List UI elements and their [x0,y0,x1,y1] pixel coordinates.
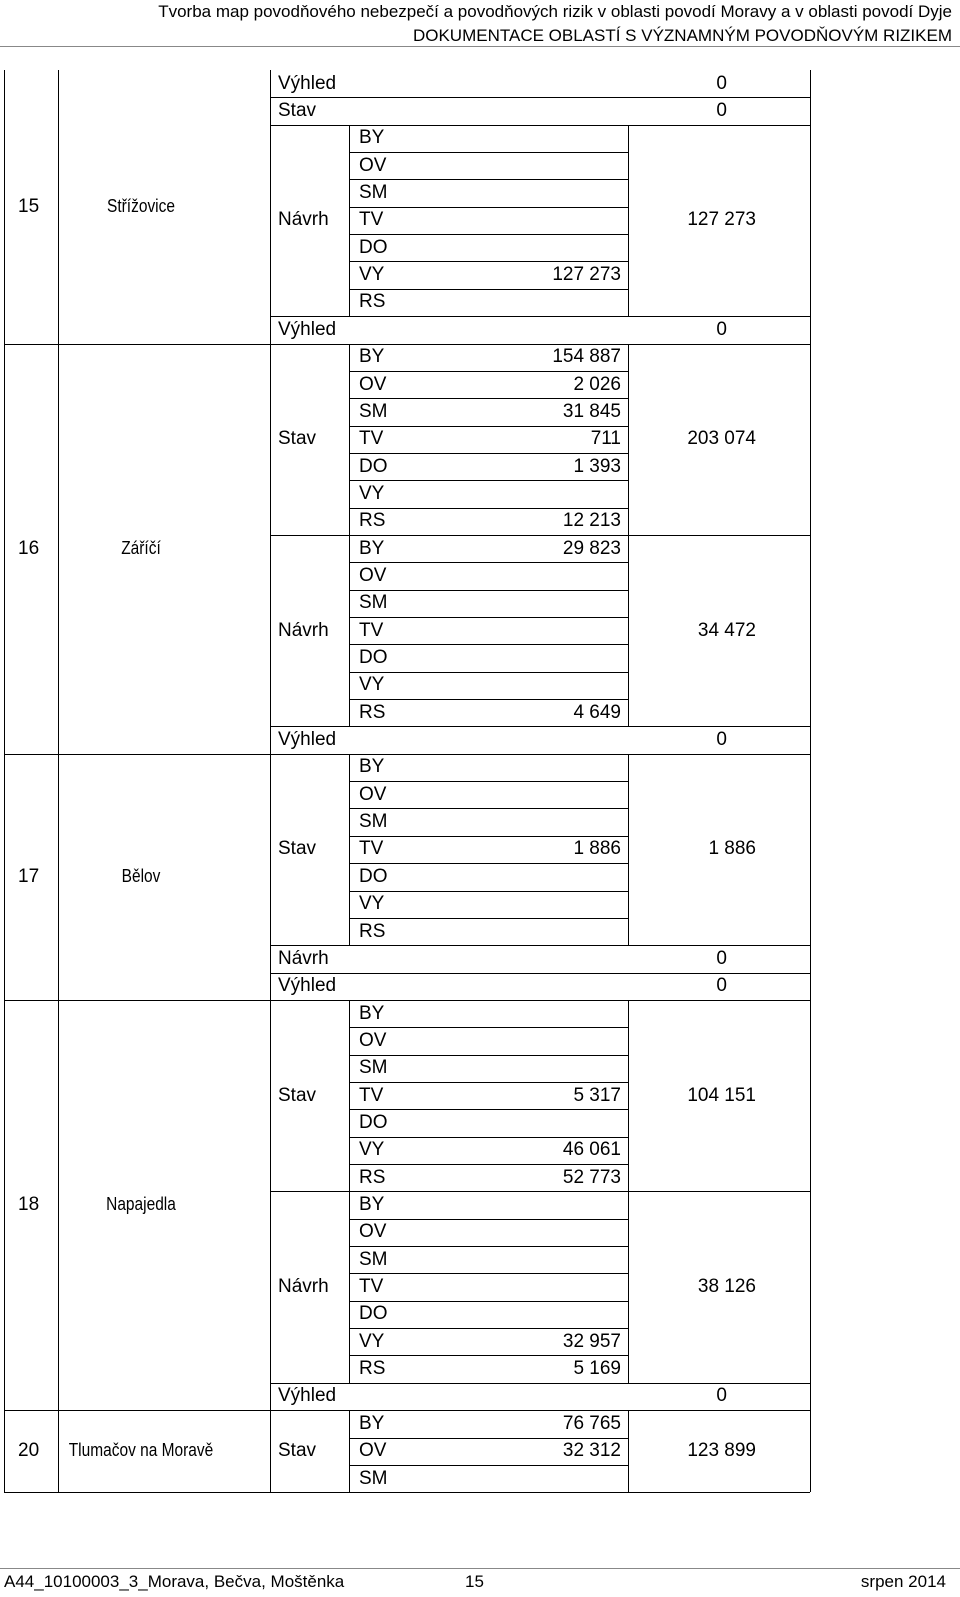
state-label: Stav [278,1440,317,1462]
category-rule [349,808,628,809]
category-value: 46 061 [562,1139,621,1161]
category-rule [349,617,628,618]
category-value: 127 273 [552,264,621,286]
category-rule [349,1301,628,1302]
category-rule [349,699,628,700]
state-rule [270,316,810,317]
state-label: Výhled [278,729,337,751]
area-number: 20 [18,1440,40,1462]
state-total: 0 [716,72,727,94]
number-divider [58,70,59,1492]
category-value: 4 649 [573,701,621,723]
category-code: DO [359,1303,388,1325]
category-rule [349,234,628,235]
category-rule [349,1055,628,1056]
category-value: 32 957 [562,1330,621,1352]
state-rule [270,535,810,536]
category-code: OV [359,1029,387,1051]
category-code: OV [359,1221,387,1243]
value-divider [628,1410,629,1492]
category-rule [349,1465,628,1466]
category-code: BY [359,756,385,778]
category-code: OV [359,154,387,176]
category-rule [349,1438,628,1439]
area-name: Tlumačov na Moravě [68,1440,214,1461]
category-rule [349,1273,628,1274]
category-rule [349,1355,628,1356]
category-code: SM [359,592,388,614]
state-total: 123 899 [687,1440,756,1462]
category-rule [349,1109,628,1110]
category-code: RS [359,1358,386,1380]
category-code: OV [359,373,387,395]
value-divider [628,1191,629,1382]
category-rule [349,371,628,372]
state-total: 127 273 [687,209,756,231]
area-number: 16 [18,537,40,559]
state-label: Výhled [278,1385,337,1407]
category-rule [349,672,628,673]
code-divider [349,344,350,535]
header-subtitle: DOKUMENTACE OBLASTÍ S VÝZNAMNÝM POVODŇOVÝM RIZIKEM [412,26,952,45]
footer-rule [0,1568,960,1569]
state-rule [270,726,810,727]
category-rule [349,644,628,645]
category-code: SM [359,182,388,204]
category-code: RS [359,291,386,313]
state-label: Návrh [278,947,329,969]
row-rule [270,1000,810,1001]
footer-doc-id: A44_10100003_3_Morava, Bečva, Moštěnka [4,1572,345,1591]
state-total: 0 [716,318,727,340]
state-rule [270,1383,810,1384]
code-divider [349,754,350,945]
category-code: BY [359,1194,385,1216]
category-code: DO [359,1111,388,1133]
category-code: RS [359,920,386,942]
category-rule [349,891,628,892]
category-rule [349,179,628,180]
category-code: BY [359,127,385,149]
category-rule [349,863,628,864]
state-label: Výhled [278,72,337,94]
value-divider [628,754,629,945]
category-value: 32 312 [562,1440,621,1462]
category-value: 31 845 [562,400,621,422]
category-rule [349,918,628,919]
row-rule [270,344,810,345]
category-code: OV [359,783,387,805]
area-name: Záříčí [121,537,161,558]
category-code: RS [359,1166,386,1188]
category-value: 5 169 [573,1358,621,1380]
state-label: Stav [278,100,317,122]
category-code: OV [359,1440,387,1462]
category-rule [349,1027,628,1028]
row-rule [270,1410,810,1411]
state-total: 0 [716,975,727,997]
area-rule [4,344,270,345]
category-code: SM [359,400,388,422]
category-rule [349,1328,628,1329]
row-rule [270,754,810,755]
state-total: 0 [716,1385,727,1407]
code-divider [349,535,350,726]
category-rule [349,261,628,262]
category-value: 29 823 [562,537,621,559]
category-value: 711 [590,428,621,450]
row-rule [270,973,810,974]
category-code: RS [359,510,386,532]
code-divider [349,1000,350,1191]
area-number: 15 [18,195,40,217]
category-rule [349,1137,628,1138]
area-rule [4,1410,270,1411]
category-value: 154 887 [552,346,621,368]
category-code: BY [359,1412,385,1434]
category-code: VY [359,1330,385,1352]
category-code: TV [359,1084,384,1106]
category-code: DO [359,865,388,887]
category-rule [349,1164,628,1165]
category-code: VY [359,264,385,286]
category-rule [349,562,628,563]
category-rule [349,836,628,837]
category-rule [349,207,628,208]
category-code: TV [359,209,384,231]
state-label: Výhled [278,975,337,997]
state-total: 203 074 [687,428,756,450]
category-value: 5 317 [573,1084,621,1106]
header-title: Tvorba map povodňového nebezpečí a povodňových rizik v oblasti povodí Moravy a v oblasti povodí Dyje [158,2,952,21]
category-code: TV [359,619,384,641]
area-number: 17 [18,865,40,887]
category-rule [349,152,628,153]
state-rule [270,945,810,946]
category-code: SM [359,811,388,833]
state-rule [270,1191,810,1192]
category-rule [349,590,628,591]
name-divider [270,70,271,1492]
row-rule [270,97,810,98]
category-rule [349,781,628,782]
state-total: 104 151 [687,1084,756,1106]
category-code: VY [359,1139,385,1161]
area-number: 18 [18,1194,40,1216]
category-code: DO [359,455,388,477]
state-total: 0 [716,100,727,122]
code-divider [349,1410,350,1492]
state-label: Výhled [278,318,337,340]
category-code: TV [359,428,384,450]
area-rule [4,754,270,755]
state-label: Návrh [278,619,329,641]
category-rule [349,453,628,454]
code-divider [349,1191,350,1382]
category-code: BY [359,346,385,368]
footer-page-number: 15 [465,1572,484,1591]
value-divider [628,535,629,726]
state-total: 38 126 [697,1276,756,1298]
table-border-bottom [4,1492,810,1493]
category-code: RS [359,701,386,723]
value-divider [628,125,629,316]
category-code: VY [359,893,385,915]
state-label: Stav [278,428,317,450]
footer-date: srpen 2014 [860,1572,946,1591]
category-rule [349,1082,628,1083]
value-divider [628,1000,629,1191]
category-code: TV [359,838,384,860]
category-value: 1 886 [573,838,621,860]
state-label: Stav [278,1084,317,1106]
category-rule [349,426,628,427]
category-rule [349,1246,628,1247]
area-rule [4,1000,270,1001]
code-divider [349,125,350,316]
value-divider [628,344,629,535]
category-value: 52 773 [562,1166,621,1188]
category-value: 76 765 [562,1412,621,1434]
category-value: 12 213 [562,510,621,532]
category-value: 2 026 [573,373,621,395]
state-label: Návrh [278,209,329,231]
category-code: TV [359,1276,384,1298]
category-code: BY [359,537,385,559]
category-rule [349,289,628,290]
category-code: VY [359,482,385,504]
state-total: 1 886 [708,838,756,860]
category-code: SM [359,1057,388,1079]
category-code: SM [359,1248,388,1270]
category-rule [349,398,628,399]
category-rule [349,508,628,509]
area-name: Bělov [121,865,161,886]
category-code: VY [359,674,385,696]
category-code: DO [359,647,388,669]
state-total: 0 [716,947,727,969]
row-rule [270,125,810,126]
category-code: DO [359,236,388,258]
area-name: Napajedla [106,1194,176,1215]
state-total: 34 472 [697,619,756,641]
table-border-right [810,70,811,1492]
category-code: OV [359,564,387,586]
category-code: SM [359,1467,388,1489]
table-border-left [4,70,5,1492]
category-code: BY [359,1002,385,1024]
category-rule [349,1219,628,1220]
area-name: Střížovice [107,195,175,216]
state-total: 0 [716,729,727,751]
state-label: Návrh [278,1276,329,1298]
category-rule [349,480,628,481]
state-label: Stav [278,838,317,860]
category-value: 1 393 [573,455,621,477]
